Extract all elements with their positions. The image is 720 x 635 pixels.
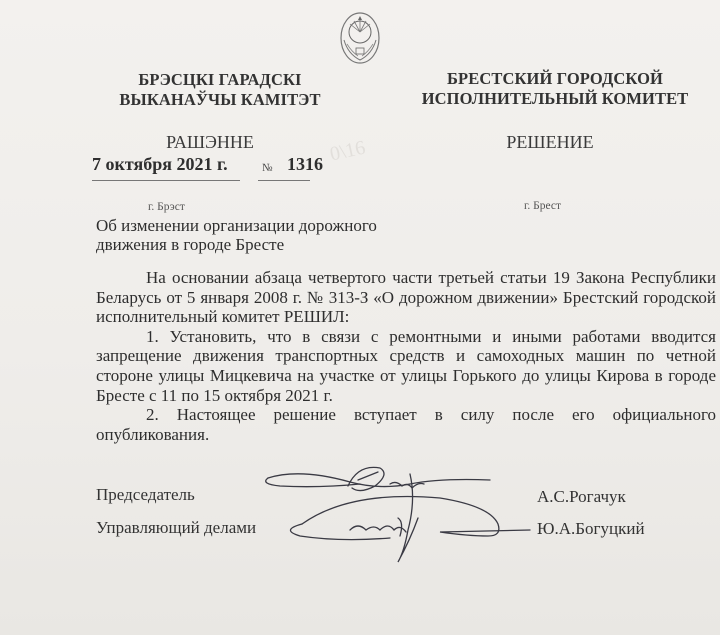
decision-body [96, 268, 716, 444]
date-underline [92, 180, 240, 181]
decision-date: 7 октября 2021 г. [92, 154, 228, 174]
item-1-paragraph: 1. Установить, что в связи с ремонтными и иными работами вводится запрещение движения транспортных средств и самоходных машин по четной стороне улицы Мицкевича на участке от улицы Горького до улицы Кирова в городе Бресте с 11 по 15 октября 2021 г. [96, 326, 716, 405]
org-line: БРЭСЦКІ ГАРАДСКІ [138, 70, 302, 89]
number-sign: № [262, 162, 273, 174]
subject-line: Об изменении организации дорожного [96, 216, 377, 235]
decision-subject [96, 216, 436, 254]
signatory-title-manager: Управляющий делами [96, 518, 257, 537]
org-line: ВЫКАНАЎЧЫ КАМІТЭТ [119, 90, 321, 109]
faint-mark: 0\16 [327, 136, 368, 166]
number-underline [258, 180, 310, 181]
preamble-paragraph: На основании абзаца четвертого части третьей статьи 19 Закона Республики Беларусь от 5 января 2008 г. № 313-З «О дорожном движении» Брестский городской исполнительный комитет РЕШИЛ: [96, 268, 716, 327]
doc-type-russian: РЕШЕНИЕ [506, 132, 594, 152]
city-russian: г. Брест [524, 200, 562, 212]
subject-line: движения в городе Бресте [96, 235, 285, 254]
org-name-russian [420, 69, 690, 109]
signatory-title-chairman: Председатель [96, 485, 195, 504]
org-line: ИСПОЛНИТЕЛЬНЫЙ КОМИТЕТ [421, 89, 689, 108]
org-line: БРЕСТСКИЙ ГОРОДСКОЙ [447, 69, 663, 88]
org-name-belarusian [100, 70, 340, 110]
signatory-name-chairman: А.С.Рогачук [537, 487, 626, 506]
decision-number: 1316 [287, 154, 323, 174]
city-belarusian: г. Брэст [148, 201, 185, 213]
handwritten-signatures [240, 460, 570, 570]
doc-type-belarusian: РАШЭННЕ [166, 132, 254, 152]
coat-of-arms-icon [338, 10, 382, 66]
item-2-paragraph: 2. Настоящее решение вступает в силу после его официального опубликования. [96, 405, 716, 444]
signatory-name-manager: Ю.А.Богуцкий [537, 519, 645, 538]
